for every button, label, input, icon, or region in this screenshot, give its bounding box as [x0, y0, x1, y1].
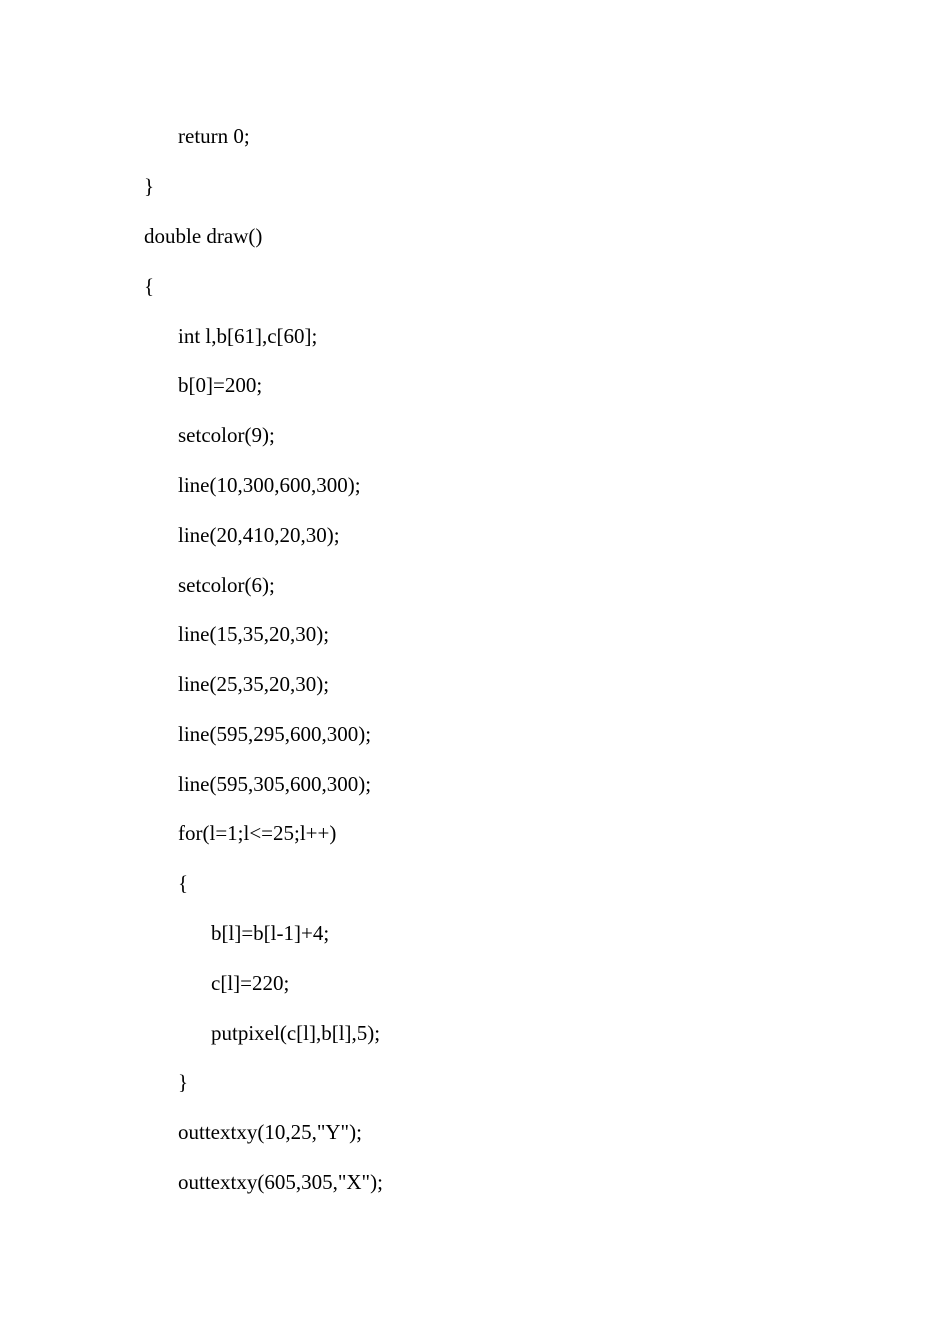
code-line-19: putpixel(c[l],b[l],5); [211, 1021, 381, 1045]
code-line-21: outtextxy(10,25,"Y"); [178, 1120, 362, 1144]
code-line-8: line(10,300,600,300); [178, 473, 361, 497]
code-line-11: line(15,35,20,30); [178, 622, 330, 646]
code-line-14: line(595,305,600,300); [178, 772, 372, 796]
code-line-2: } [144, 174, 155, 198]
code-line-5: int l,b[61],c[60]; [178, 324, 318, 348]
code-line-16: { [178, 871, 189, 895]
code-line-3: double draw() [144, 224, 263, 248]
code-line-12: line(25,35,20,30); [178, 672, 330, 696]
code-line-13: line(595,295,600,300); [178, 722, 372, 746]
code-line-6: b[0]=200; [178, 373, 263, 397]
code-line-18: c[l]=220; [211, 971, 290, 995]
code-line-7: setcolor(9); [178, 423, 275, 447]
code-line-1: return 0; [178, 124, 250, 148]
code-line-10: setcolor(6); [178, 573, 275, 597]
code-line-4: { [144, 274, 155, 298]
code-line-17: b[l]=b[l-1]+4; [211, 921, 330, 945]
code-line-20: } [178, 1070, 189, 1094]
code-line-15: for(l=1;l<=25;l++) [178, 821, 337, 845]
code-line-22: outtextxy(605,305,"X"); [178, 1170, 383, 1194]
code-line-9: line(20,410,20,30); [178, 523, 340, 547]
